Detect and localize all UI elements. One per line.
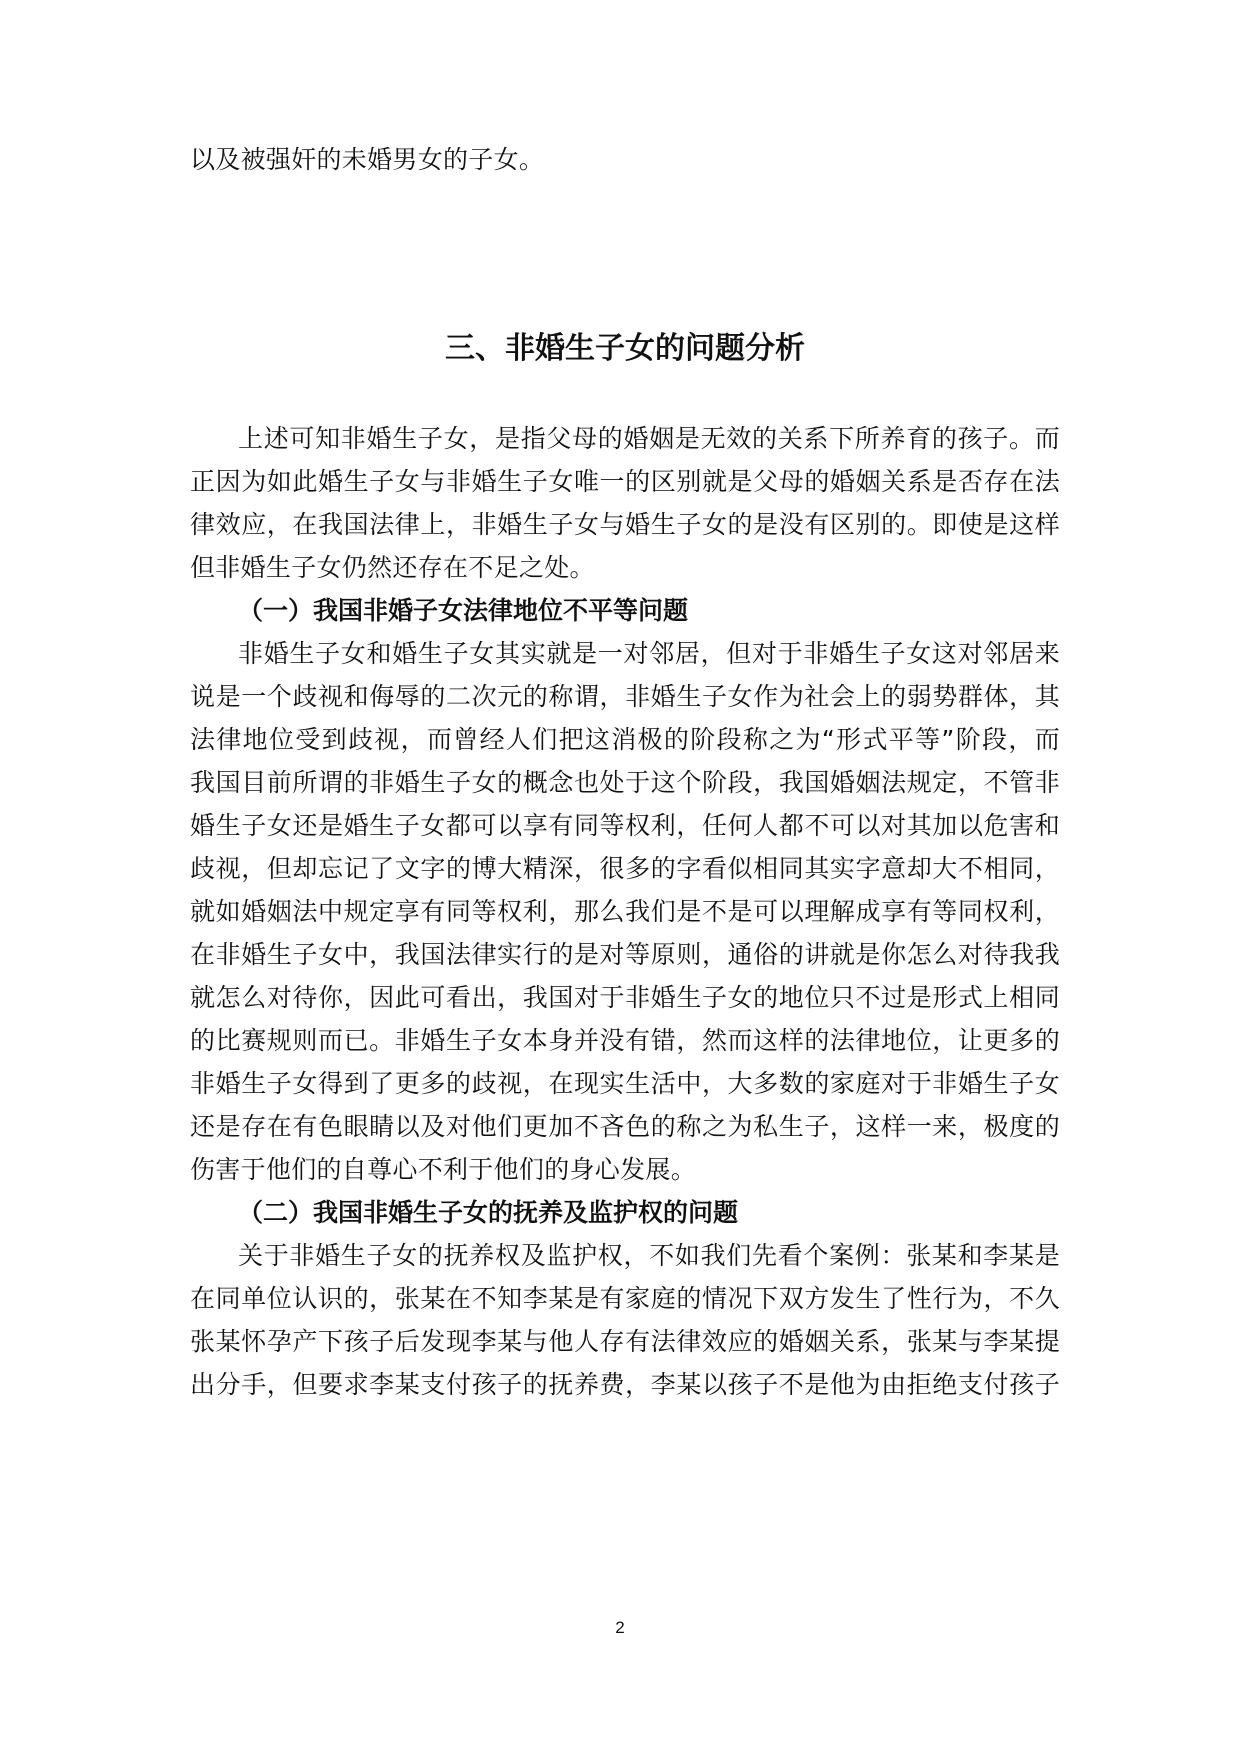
paragraph-line: 上述可知非婚生子女，是指父母的婚姻是无效的关系下所养育的孩子。而	[238, 424, 1060, 453]
page-number: 2	[615, 1618, 625, 1637]
paragraph-line: 还是存在有色眼睛以及对他们更加不吝色的称之为私生子，这样一来，极度的	[190, 1112, 1060, 1141]
paragraph-line: 的比赛规则而已。非婚生子女本身并没有错，然而这样的法律地位，让更多的	[190, 1026, 1060, 1055]
paragraph-line: 但非婚生子女仍然还存在不足之处。	[190, 553, 595, 582]
paragraph-line: 在同单位认识的，张某在不知李某是有家庭的情况下双方发生了性行为，不久	[190, 1284, 1060, 1313]
paragraph-line: 张某怀孕产下孩子后发现李某与他人存有法律效应的婚姻关系，张某与李某提	[190, 1327, 1060, 1356]
subsection-heading: （二）我国非婚生子女的抚养及监护权的问题	[238, 1198, 739, 1227]
paragraph-line: 非婚生子女和婚生子女其实就是一对邻居，但对于非婚生子女这对邻居来	[238, 639, 1060, 668]
paragraph-line: 伤害于他们的自尊心不利于他们的身心发展。	[190, 1155, 697, 1184]
paragraph-line: 律效应，在我国法律上，非婚生子女与婚生子女的是没有区别的。即使是这样	[190, 510, 1060, 539]
subsection-heading: （一）我国非婚子女法律地位不平等问题	[238, 596, 689, 625]
paragraph-line: 在非婚生子女中，我国法律实行的是对等原则，通俗的讲就是你怎么对待我我	[190, 940, 1060, 969]
paragraph-line: 说是一个歧视和侮辱的二次元的称谓，非婚生子女作为社会上的弱势群体，其	[190, 682, 1060, 711]
paragraph-line: 关于非婚生子女的抚养权及监护权，不如我们先看个案例：张某和李某是	[238, 1241, 1060, 1270]
paragraph-line: 正因为如此婚生子女与非婚生子女唯一的区别就是父母的婚姻关系是否存在法	[190, 467, 1060, 496]
paragraph-line: 歧视，但却忘记了文字的博大精深，很多的字看似相同其实字意却大不相同，	[190, 854, 1060, 883]
paragraph-line: 法律地位受到歧视，而曾经人们把这消极的阶段称之为“形式平等”阶段，而	[190, 725, 1060, 754]
paragraph-line: 就怎么对待你，因此可看出，我国对于非婚生子女的地位只不过是形式上相同	[190, 983, 1060, 1012]
paragraph-line: 就如婚姻法中规定享有同等权利，那么我们是不是可以理解成享有等同权利，	[190, 897, 1060, 926]
paragraph-line: 以及被强奸的未婚男女的子女。	[190, 145, 545, 174]
paragraph-line: 我国目前所谓的非婚生子女的概念也处于这个阶段，我国婚姻法规定，不管非	[190, 768, 1060, 797]
paragraph-line: 出分手，但要求李某支付孩子的抚养费，李某以孩子不是他为由拒绝支付孩子	[190, 1370, 1060, 1399]
paragraph-line: 非婚生子女得到了更多的歧视，在现实生活中，大多数的家庭对于非婚生子女	[190, 1069, 1060, 1098]
section-heading: 三、非婚生子女的问题分析	[445, 331, 805, 366]
paragraph-line: 婚生子女还是婚生子女都可以享有同等权利，任何人都不可以对其加以危害和	[190, 811, 1060, 840]
